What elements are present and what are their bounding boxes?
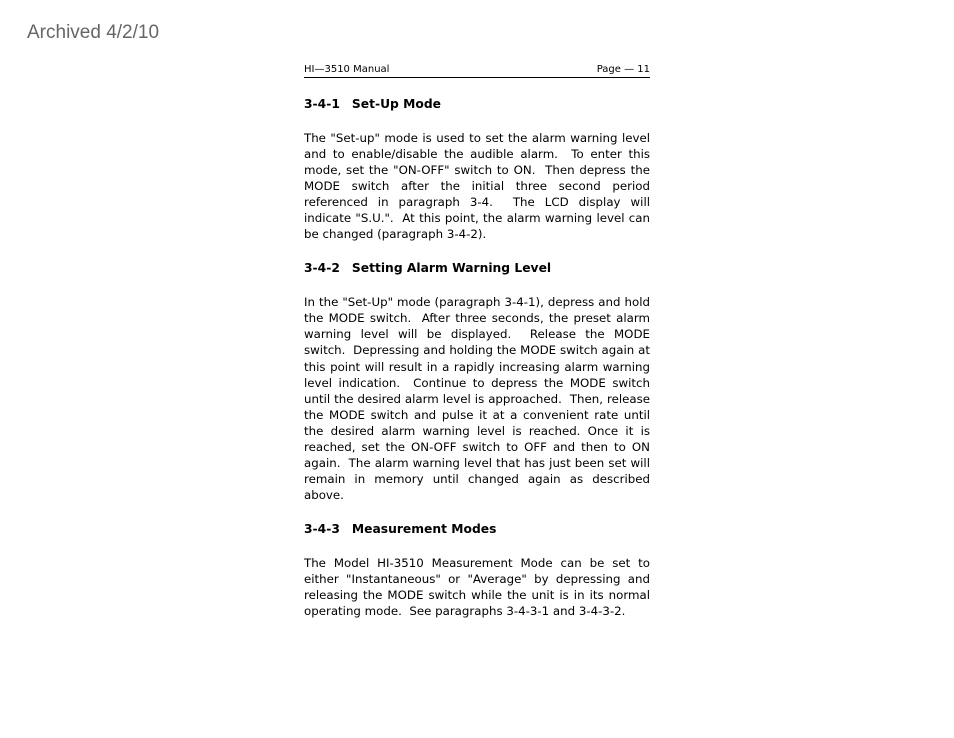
section-number: 3-4-3 (304, 521, 340, 536)
section-body-3-4-2: In the "Set-Up" mode (paragraph 3-4-1), depress and hold the MODE switch. After three seconds, the preset alarm warning level will be displayed. Release the MODE switch. Depressing and holding the MODE switch again at this point will result in a rapidly increasing alarm warning level indication. Continue to depress the MODE switch until the desired alarm level is approached. Then, release the MODE switch and pulse it at a convenient rate until the desired alarm warning level is reached. Once it is reached, set the ON-OFF switch to OFF and then to ON again. The alarm warning level that has just been set will remain in memory until changed again as described above. (304, 295, 654, 502)
manual-title: HI—3510 Manual (304, 64, 390, 75)
section-number: 3-4-2 (304, 261, 340, 276)
section-body-3-4-3: The Model HI-3510 Measurement Mode can be set to either "Instantaneous" or "Average" by depressing and releasing the MODE switch while the unit is in its normal operating mode. See paragraphs 3-4-3-1 and 3-4-3-2. (304, 555, 654, 619)
archive-stamp: Archived 4/2/10 (27, 22, 160, 43)
section-title: Measurement Modes (351, 521, 497, 536)
section-title: Set-Up Mode (351, 97, 441, 111)
running-header (304, 64, 650, 78)
manual-page (304, 64, 654, 619)
page-number: Page — 11 (596, 64, 650, 75)
section-title: Setting Alarm Warning Level (351, 261, 552, 276)
section-body-3-4-1: The "Set-up" mode is used to set the alarm warning level and to enable/disable the audible alarm. To enter this mode, set the "ON-OFF" switch to ON. Then depress the MODE switch after the initial three second period referenced in paragraph 3-4. The LCD display will indicate "S.U.". At this point, the alarm warning level can be changed (paragraph 3-4-2). (304, 131, 654, 242)
section-heading-3-4-3 (304, 521, 650, 537)
section-number: 3-4-1 (304, 97, 340, 111)
section-heading-3-4-2 (304, 260, 650, 276)
section-heading-3-4-1 (304, 96, 650, 112)
